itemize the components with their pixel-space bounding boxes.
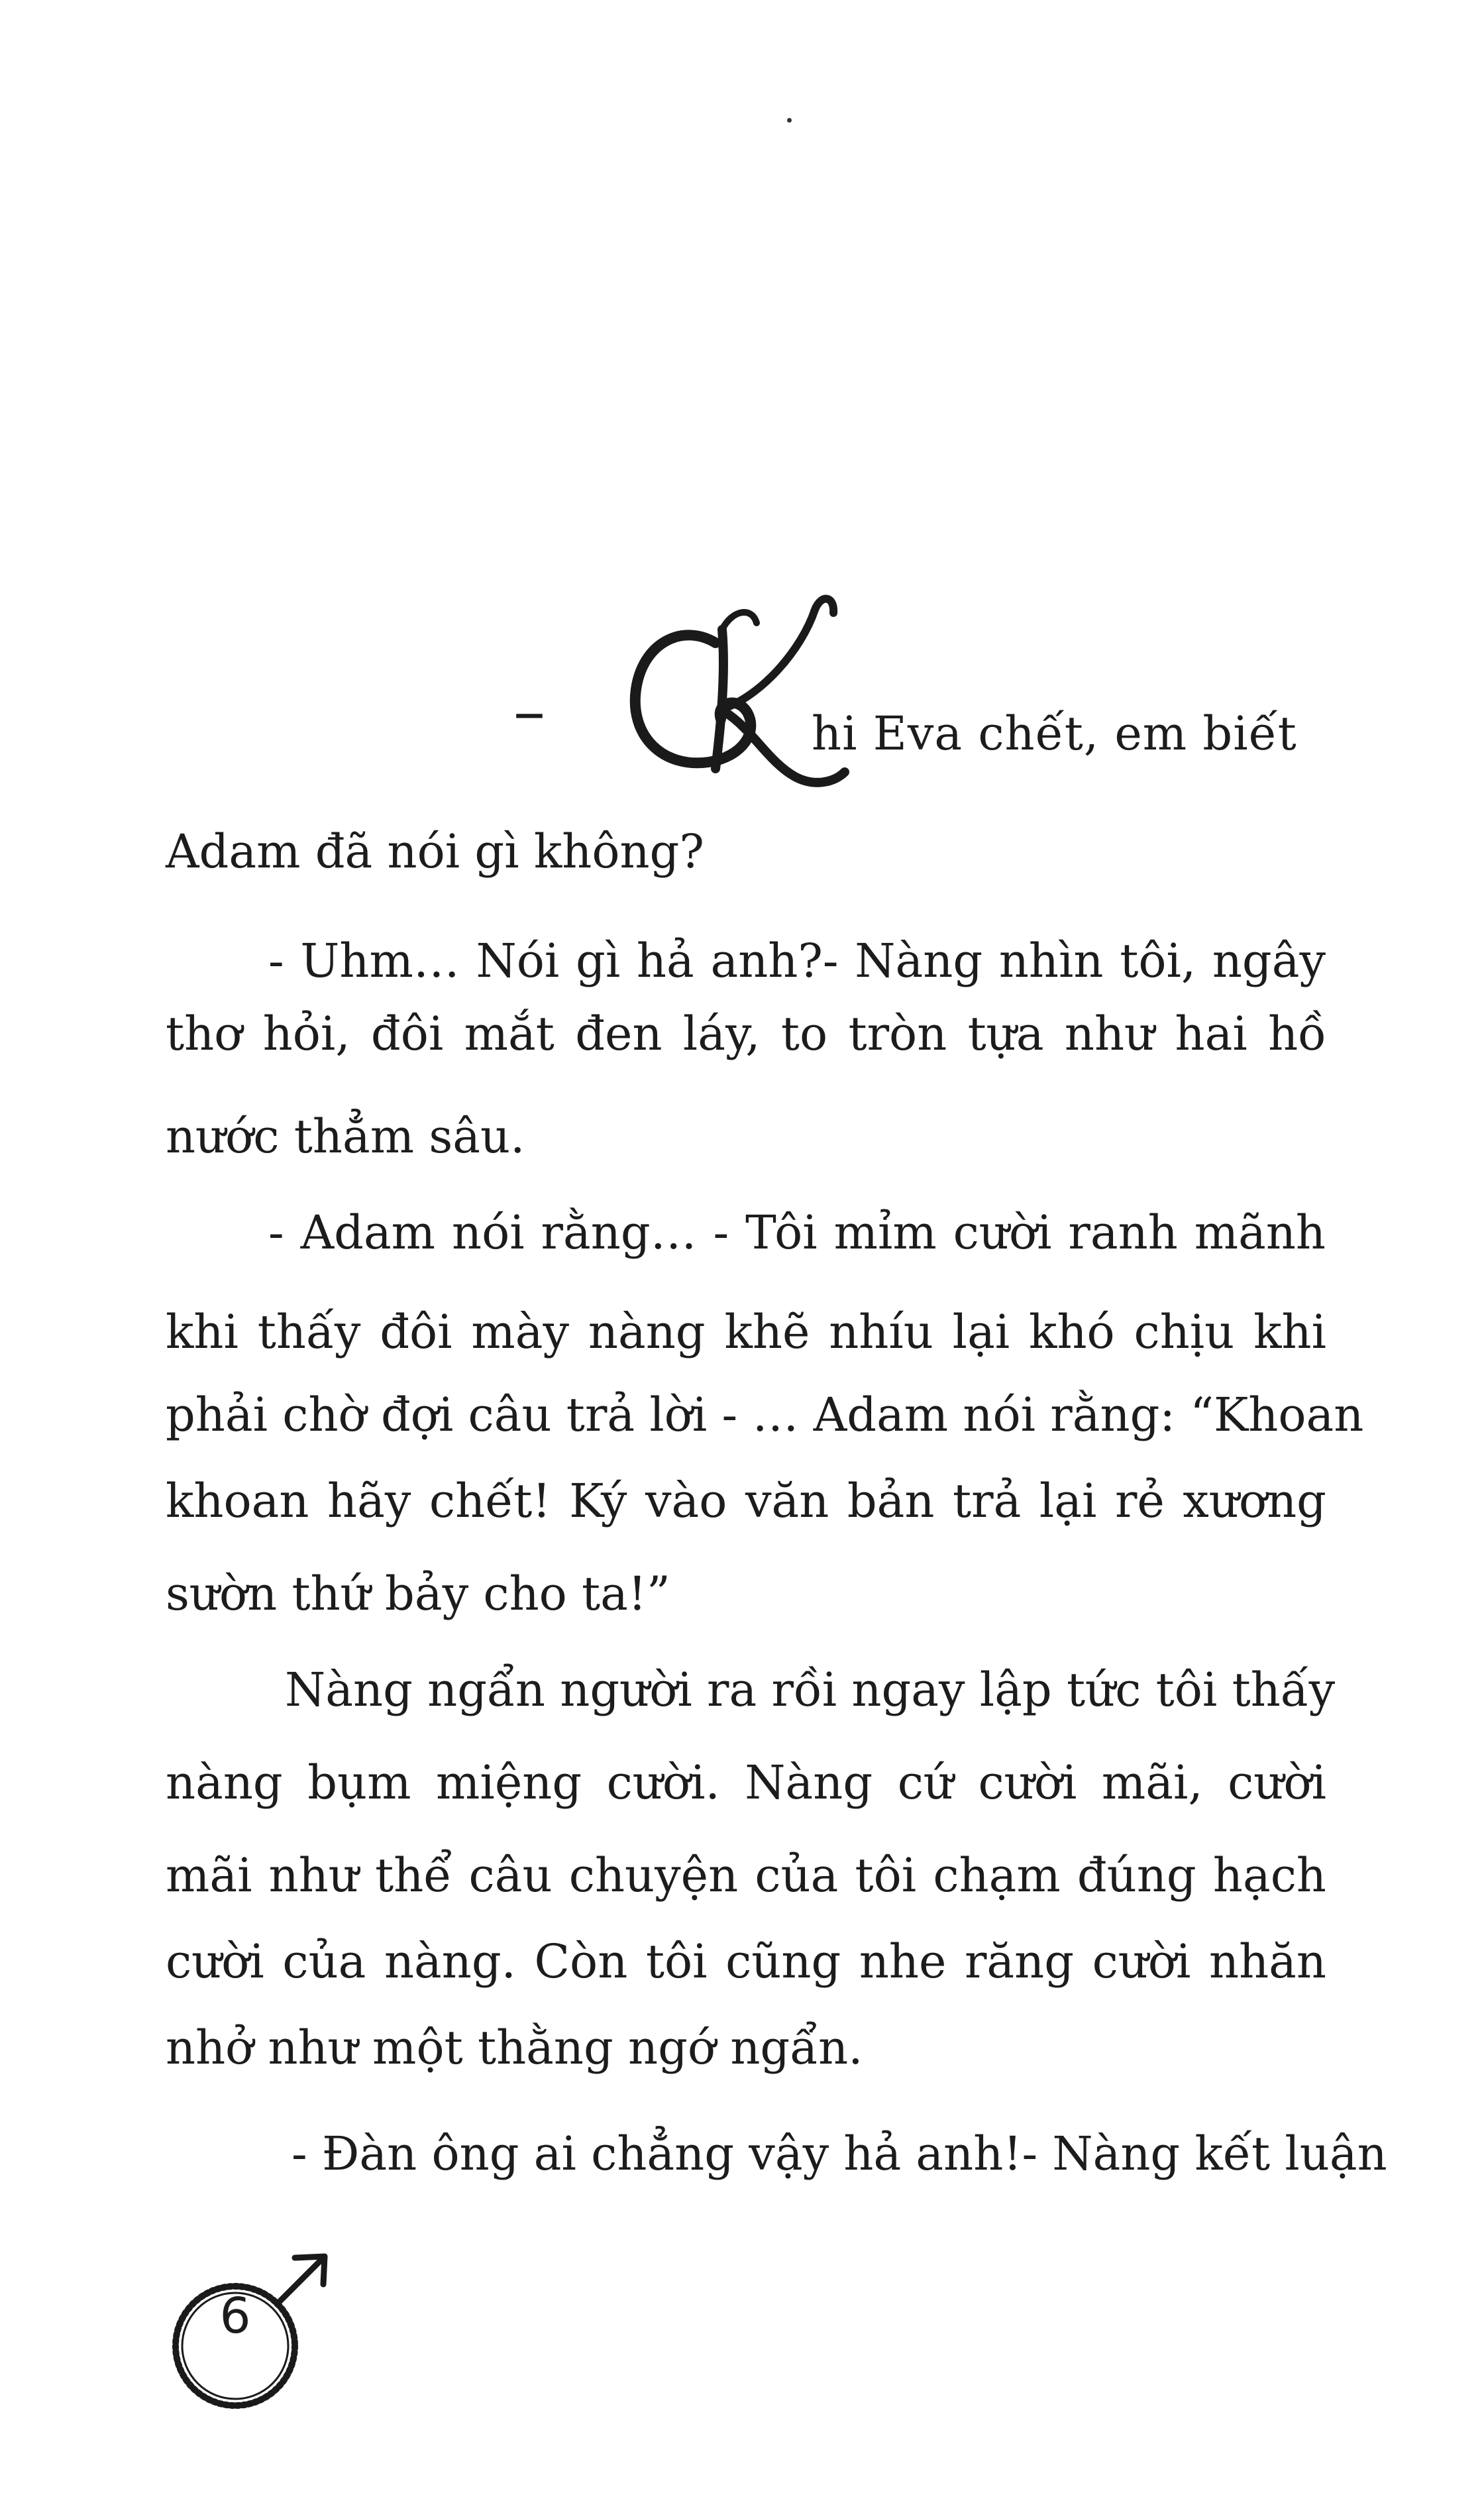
text-line: Adam đã nói gì không? bbox=[166, 824, 704, 879]
text-line: sườn thứ bảy cho ta!” bbox=[166, 1567, 670, 1621]
text-line: thơ hỏi, đôi mắt đen láy, to tròn tựa như hai hồ bbox=[166, 1007, 1326, 1061]
page-number: 6 bbox=[219, 2288, 251, 2345]
text-line: - Adam nói rằng… - Tôi mỉm cười ranh mãnh bbox=[268, 1205, 1326, 1260]
text-line: phải chờ đợi câu trả lời - … Adam nói rằng: “Khoan bbox=[166, 1388, 1364, 1442]
text-line: nàng bụm miệng cười. Nàng cứ cười mãi, cười bbox=[166, 1755, 1326, 1810]
text-line: khi thấy đôi mày nàng khẽ nhíu lại khó chịu khi bbox=[166, 1305, 1326, 1359]
text-line: mãi như thể câu chuyện của tôi chạm đúng hạch bbox=[166, 1848, 1326, 1903]
drop-cap-k-icon bbox=[616, 583, 868, 802]
text-line: nước thẳm sâu. bbox=[166, 1109, 525, 1164]
text-line: cười của nàng. Còn tôi cũng nhe răng cười nhăn bbox=[166, 1934, 1326, 1989]
text-line: - Đàn ông ai chẳng vậy hả anh!- Nàng kết luận bbox=[292, 2127, 1387, 2181]
text-line: - Uhm… Nói gì hả anh?- Nàng nhìn tôi, ngây bbox=[268, 934, 1326, 988]
ink-speck bbox=[787, 118, 792, 123]
opening-line-text: hi Eva chết, em biết bbox=[812, 706, 1297, 761]
text-line: nhở như một thằng ngớ ngẩn. bbox=[166, 2021, 863, 2075]
text-line: khoan hãy chết! Ký vào văn bản trả lại rẻ xương bbox=[166, 1474, 1326, 1528]
opening-dash: – bbox=[513, 674, 545, 748]
text-line: Nàng ngẩn người ra rồi ngay lập tức tôi thấy bbox=[285, 1663, 1336, 1717]
